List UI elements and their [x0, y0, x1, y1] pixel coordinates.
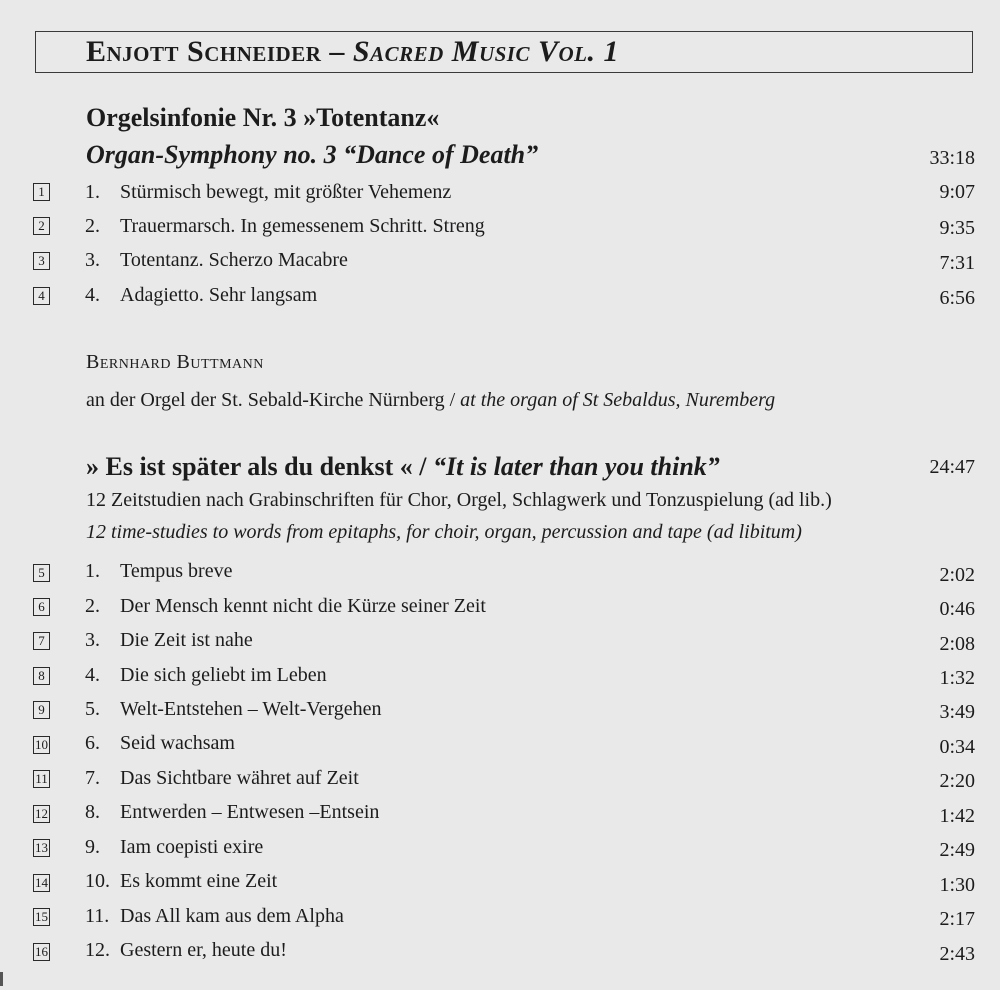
movement-number: 7. — [85, 767, 100, 789]
track-title: Trauermarsch. In gemessenem Schritt. Streng — [120, 215, 485, 237]
track-title: Entwerden – Entwesen –Entsein — [120, 801, 380, 823]
movement-number: 11. — [85, 905, 110, 927]
track-number-box: 1 — [33, 183, 50, 201]
work2-total-duration: 24:47 — [929, 456, 975, 478]
track-title: Welt-Entstehen – Welt-Vergehen — [120, 698, 382, 720]
track-duration: 9:07 — [939, 181, 975, 203]
work1-title-de: Orgelsinfonie Nr. 3 »Totentanz« — [86, 103, 440, 132]
track-title: Seid wachsam — [120, 732, 235, 754]
track-duration: 1:32 — [939, 667, 975, 689]
track-duration: 9:35 — [939, 217, 975, 239]
track-number-box: 10 — [35, 737, 48, 752]
movement-number: 1. — [85, 181, 100, 203]
track-duration: 2:08 — [939, 633, 975, 655]
track-number-box: 8 — [33, 667, 50, 685]
movement-number: 2. — [85, 215, 100, 237]
track-duration: 6:56 — [939, 287, 975, 309]
track-number-box: 2 — [33, 217, 50, 235]
title-dash: – — [321, 35, 353, 68]
track-number-box: 6 — [33, 598, 50, 616]
track-title: Der Mensch kennt nicht die Kürze seiner Zeit — [120, 595, 486, 617]
track-number-box: 7 — [33, 632, 50, 650]
movement-number: 3. — [85, 629, 100, 651]
performer-description — [86, 389, 775, 412]
track-number-box: 11 — [33, 770, 50, 788]
track-title: Die sich geliebt im Leben — [120, 664, 327, 686]
work2-description-en: 12 time-studies to words from epitaphs, for choir, organ, percussion and tape (ad libitum) — [86, 521, 802, 543]
track-number-box: 16 — [35, 944, 48, 959]
movement-number: 1. — [85, 560, 100, 582]
track-number-box: 13 — [35, 840, 48, 855]
track-title: Adagietto. Sehr langsam — [120, 284, 318, 306]
track-duration: 1:30 — [939, 874, 975, 896]
movement-number: 8. — [85, 801, 100, 823]
page-edge-mark — [0, 972, 3, 986]
track-title: Tempus breve — [120, 560, 233, 582]
track-title: Totentanz. Scherzo Macabre — [120, 249, 348, 271]
track-duration: 0:34 — [939, 736, 975, 758]
track-number-box: 15 — [35, 909, 48, 924]
performer-name: Bernhard Buttmann — [86, 351, 264, 373]
track-title: Gestern er, heute du! — [120, 939, 287, 961]
track-title: Das Sichtbare währet auf Zeit — [120, 767, 359, 789]
track-duration: 3:49 — [939, 701, 975, 723]
movement-number: 2. — [85, 595, 100, 617]
track-duration: 0:46 — [939, 598, 975, 620]
track-number-box: 5 — [33, 564, 50, 582]
track-number-box: 3 — [33, 252, 50, 270]
track-title: Stürmisch bewegt, mit größter Vehemenz — [120, 181, 452, 203]
track-title: Iam coepisti exire — [120, 836, 264, 858]
title-box — [35, 31, 973, 73]
work1-total-duration: 33:18 — [929, 147, 975, 169]
work2-title-de: » Es ist später als du denkst « / — [86, 452, 433, 481]
track-title: Die Zeit ist nahe — [120, 629, 253, 651]
work2-description-de: 12 Zeitstudien nach Grabinschriften für Chor, Orgel, Schlagwerk und Tonzuspielung (ad lib.) — [86, 489, 832, 511]
track-duration: 2:49 — [939, 839, 975, 861]
movement-number: 6. — [85, 732, 100, 754]
work2-title-en: “It is later than you think” — [433, 452, 720, 481]
track-duration: 1:42 — [939, 805, 975, 827]
composer-name: Enjott Schneider — [86, 35, 322, 68]
track-number-box: 14 — [35, 875, 48, 890]
page-title — [86, 35, 619, 69]
track-duration: 2:43 — [939, 943, 975, 965]
work1-title-en: Organ-Symphony no. 3 “Dance of Death” — [86, 140, 539, 169]
track-duration: 2:17 — [939, 908, 975, 930]
movement-number: 12. — [85, 939, 110, 961]
track-duration: 2:20 — [939, 770, 975, 792]
track-number-box: 12 — [35, 806, 48, 821]
album-title: Sacred Music Vol. 1 — [352, 35, 619, 68]
movement-number: 4. — [85, 284, 100, 306]
performer-line-de: an der Orgel der St. Sebald-Kirche Nürnberg / — [86, 389, 461, 411]
track-number-box: 4 — [33, 287, 50, 305]
track-duration: 7:31 — [939, 252, 975, 274]
track-duration: 2:02 — [939, 564, 975, 586]
performer-line-en: at the organ of St Sebaldus, Nuremberg — [460, 389, 776, 411]
movement-number: 10. — [85, 870, 110, 892]
movement-number: 3. — [85, 249, 100, 271]
track-title: Es kommt eine Zeit — [120, 870, 278, 892]
work2-title — [86, 452, 720, 482]
movement-number: 4. — [85, 664, 100, 686]
track-number-box: 9 — [33, 701, 50, 719]
movement-number: 5. — [85, 698, 100, 720]
movement-number: 9. — [85, 836, 100, 858]
track-title: Das All kam aus dem Alpha — [120, 905, 344, 927]
